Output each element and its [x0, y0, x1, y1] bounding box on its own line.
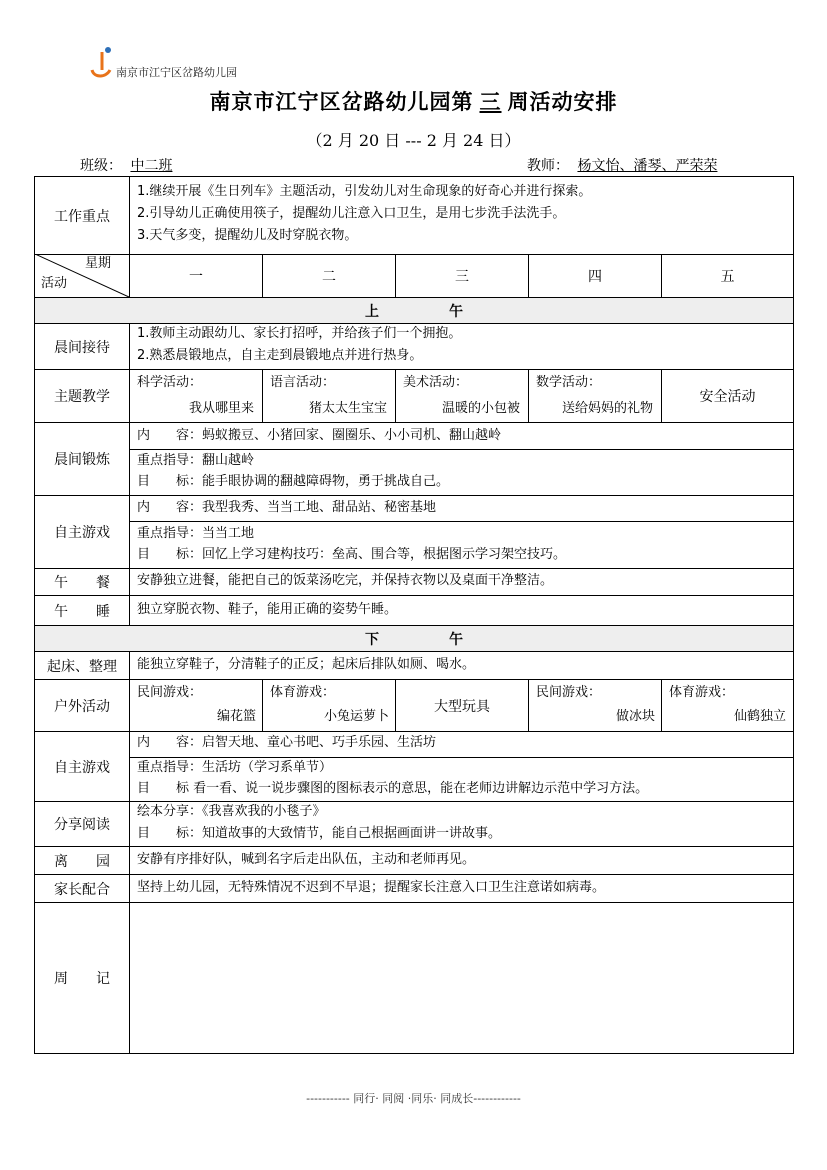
outdoor-title-mon: 编花篮 — [216, 709, 256, 724]
title-prefix: 南京市江宁区岔路幼儿园第 — [209, 90, 474, 114]
weekly-note-label: 周 记 — [54, 971, 110, 987]
exercise-focus: 重点指导：翻山越岭 — [137, 453, 255, 468]
teacher-info — [527, 155, 721, 175]
exercise-label: 晨间锻炼 — [54, 452, 110, 468]
afternoon-free-play-goal: 目 标 看一看、说一说步骤图的图标表示的意思，能在老师边讲解边示范中学习方法。 — [137, 781, 649, 796]
parents-label: 家长配合 — [54, 881, 110, 898]
work-focus-label: 工作重点 — [54, 208, 110, 225]
morning-free-play-goal: 目 标：回忆上学习建构技巧：垒高、围合等，根据图示学习架空技巧。 — [137, 547, 567, 562]
reading-book: 绘本分享：《我喜欢我的小毯子》 — [137, 804, 326, 819]
morning-free-play-label: 自主游戏 — [54, 525, 110, 541]
outdoor-title-thu: 做冰块 — [615, 709, 655, 724]
afternoon-free-play-content: 内 容：启智天地、童心书吧、巧手乐园、生活坊 — [137, 735, 437, 750]
theme-title-wed: 温暖的小包被 — [441, 401, 520, 416]
nap-label: 午 睡 — [54, 603, 110, 620]
theme-category-mon: 科学活动： — [137, 375, 203, 390]
outdoor-title-fri: 仙鹤独立 — [733, 709, 786, 724]
parents-text: 坚持上幼儿园，无特殊情况不迟到不早退；提醒家长注意入口卫生注意诺如病毒。 — [137, 880, 606, 895]
work-focus-item: 3.天气多变，提醒幼儿及时穿脱衣物。 — [137, 228, 358, 243]
theme-category-thu: 数学活动： — [536, 375, 602, 390]
outdoor-title-tue: 小兔运萝卜 — [323, 709, 389, 724]
morning-free-play-content: 内 容：我型我秀、当当工地、甜品站、秘密基地 — [137, 500, 437, 515]
leave-label: 离 园 — [54, 853, 110, 870]
wakeup-text: 能独立穿鞋子，分清鞋子的正反；起床后排队如厕、喝水。 — [137, 657, 476, 672]
theme-title-thu: 送给妈妈的礼物 — [561, 401, 653, 416]
outdoor-label: 户外活动 — [54, 698, 110, 715]
work-focus-item: 1.继续开展《生日列车》主题活动，引发幼儿对生命现象的好奇心并进行探索。 — [137, 184, 592, 199]
afternoon-free-play-focus: 重点指导：生活坊（学习系单节） — [137, 760, 333, 775]
footer-slogan: ----------- 同行· 同阅 ·同乐· 同成长------------ — [306, 1092, 521, 1105]
title-suffix: 周活动安排 — [507, 90, 618, 114]
schedule-table — [34, 176, 794, 1054]
teacher-label: 教师： — [527, 158, 569, 174]
wakeup-label: 起床、整理 — [47, 658, 117, 675]
week-number: 三 — [479, 90, 502, 114]
morning-section-label: 上 午 — [365, 303, 463, 320]
theme-category-tue: 语言活动： — [270, 375, 336, 390]
class-label: 班级： — [80, 158, 122, 174]
day-mon: 一 — [189, 269, 203, 285]
exercise-goal: 目 标：能手眼协调的翻越障碍物，勇于挑战自己。 — [137, 474, 450, 489]
afternoon-section-label: 下 午 — [365, 631, 463, 648]
theme-category-wed: 美术活动： — [403, 375, 469, 390]
theme-title-mon: 我从哪里来 — [188, 401, 254, 416]
outdoor-category-fri: 体育游戏： — [669, 685, 735, 700]
outdoor-category-thu: 民间游戏： — [536, 685, 602, 700]
greeting-item: 2.熟悉晨锻地点，自主走到晨锻地点并进行热身。 — [137, 348, 423, 363]
afternoon-free-play-label: 自主游戏 — [54, 759, 110, 776]
teacher-value: 杨文怡、潘琴、严荣荣 — [577, 158, 718, 174]
page-title — [0, 86, 827, 116]
class-value: 中二班 — [130, 158, 173, 174]
greeting-item: 1.教师主动跟幼儿、家长打招呼，并给孩子们一个拥抱。 — [137, 326, 462, 341]
day-tue: 二 — [322, 269, 336, 285]
outdoor-category-mon: 民间游戏： — [137, 685, 203, 700]
work-focus-item: 2.引导幼儿正确使用筷子，提醒幼儿注意入口卫生，是用七步洗手法洗手。 — [137, 206, 566, 221]
lunch-text: 安静独立进餐，能把自己的饭菜汤吃完，并保持衣物以及桌面干净整洁。 — [137, 573, 554, 588]
theme-title-tue: 猪太太生宝宝 — [308, 401, 387, 416]
outdoor-category-tue: 体育游戏： — [270, 685, 336, 700]
date-range: （2 月 20 日 --- 2 月 24 日） — [306, 131, 521, 150]
outdoor-title-wed: 大型玩具 — [434, 698, 490, 715]
exercise-content: 内 容：蚂蚁搬豆、小猪回家、圈圈乐、小小司机、翻山越岭 — [137, 428, 502, 443]
school-logo-icon — [88, 44, 118, 80]
school-logo-text: 南京市江宁区岔路幼儿园 — [116, 66, 237, 79]
lunch-label: 午 餐 — [54, 575, 110, 591]
theme-title-fri: 安全活动 — [699, 389, 756, 405]
leave-text: 安静有序排好队，喊到名字后走出队伍，主动和老师再见。 — [137, 852, 476, 867]
day-wed: 三 — [455, 269, 469, 285]
class-info — [80, 155, 208, 175]
reading-label: 分享阅读 — [54, 817, 110, 833]
day-fri: 五 — [720, 269, 735, 285]
nap-text: 独立穿脱衣物、鞋子，能用正确的姿势午睡。 — [137, 602, 398, 617]
greeting-label: 晨间接待 — [54, 339, 110, 356]
corner-activity: 活动 — [41, 276, 68, 291]
theme-teaching-label: 主题教学 — [54, 389, 110, 405]
morning-free-play-focus: 重点指导：当当工地 — [137, 526, 255, 541]
school-logo — [88, 44, 268, 80]
reading-goal: 目 标：知道故事的大致情节，能自己根据画面讲一讲故事。 — [137, 826, 502, 841]
corner-weekday: 星期 — [85, 256, 112, 271]
weekly-note-content[interactable] — [137, 909, 785, 1047]
day-thu: 四 — [588, 269, 602, 285]
